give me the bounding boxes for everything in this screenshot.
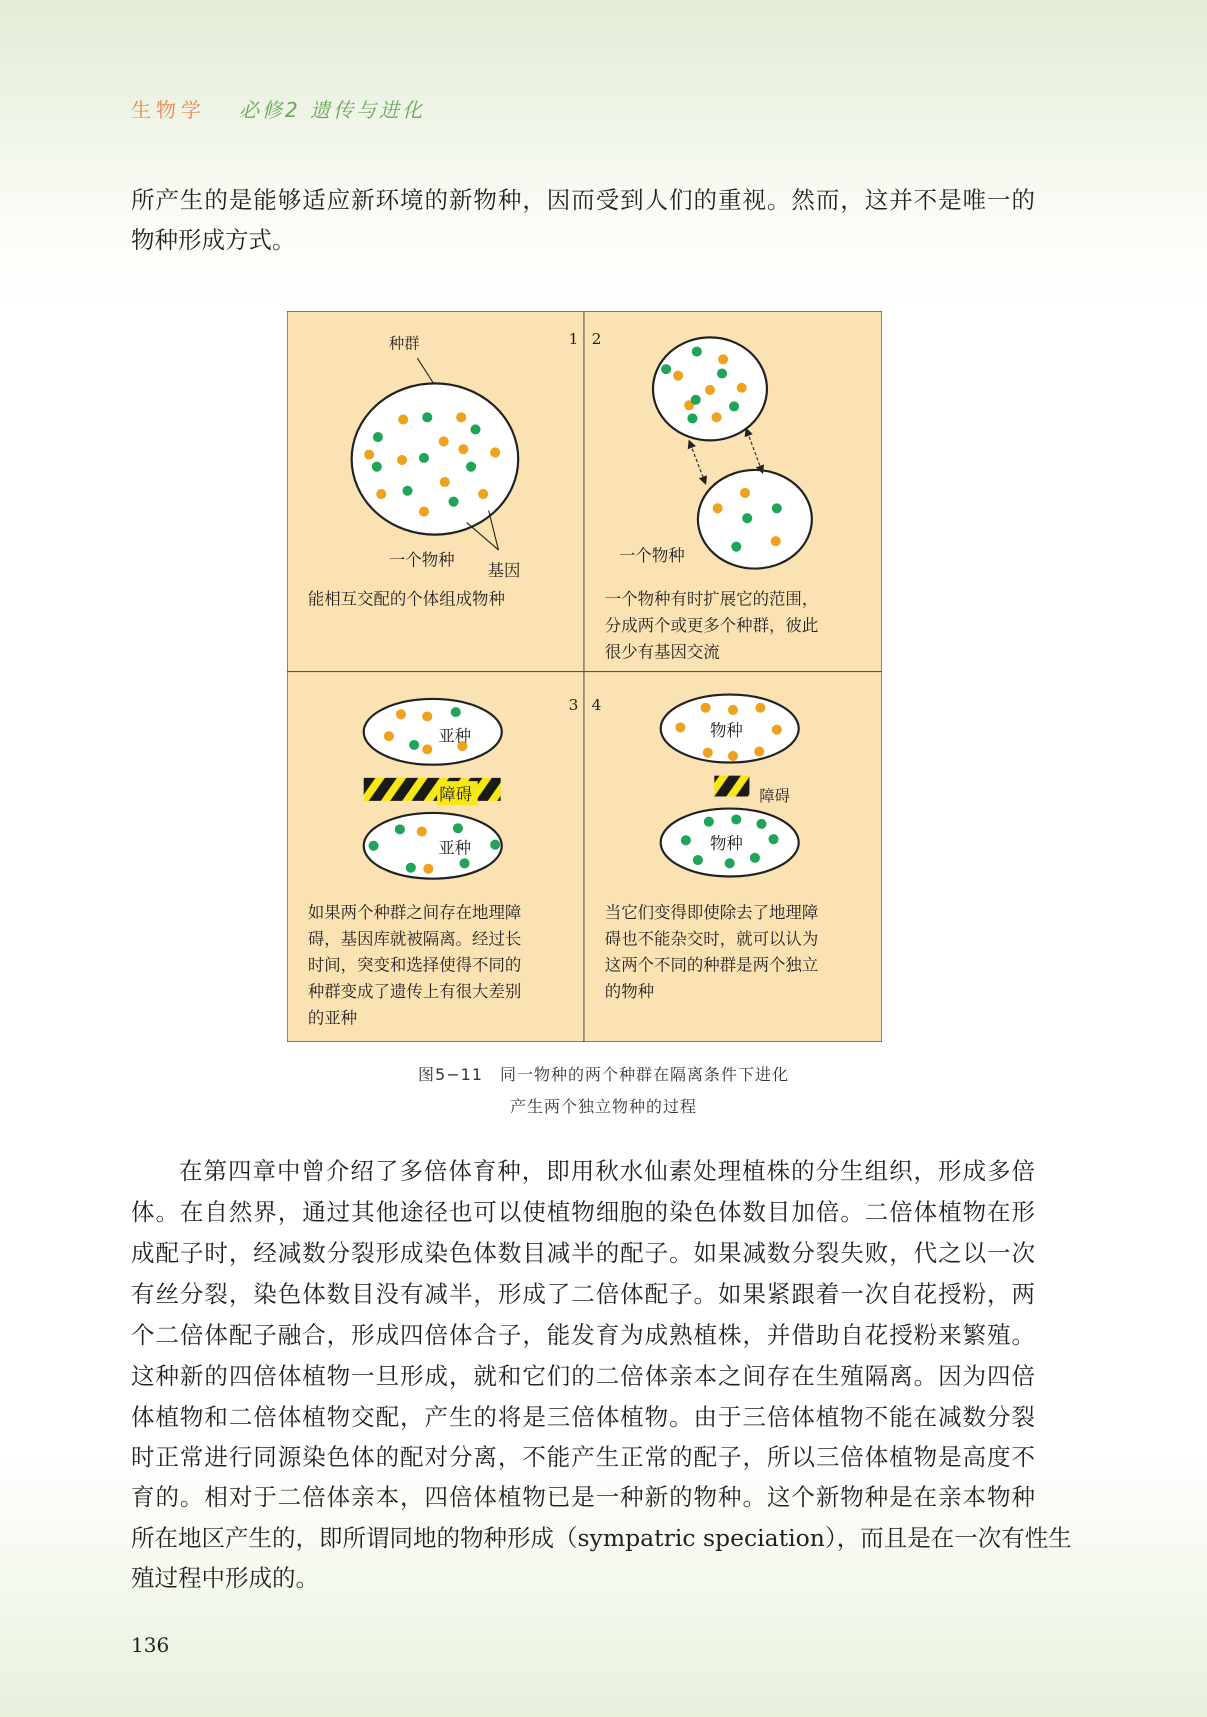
panel-caption: 碍也不能杂交时，就可以认为 (604, 929, 819, 949)
gene-dot-orange (490, 447, 500, 457)
speciation-diagram (287, 311, 882, 1042)
gene-dot-orange (458, 444, 468, 454)
gene-dot-orange (737, 383, 747, 393)
paragraph2-line: 育的。相对于二倍体亲本，四倍体植物已是一种新的物种。这个新物种是在亲本物种 (131, 1483, 1035, 1511)
gene-dot-orange (718, 354, 728, 364)
label-population: 种群 (388, 334, 420, 353)
gene-dot-orange (397, 455, 407, 465)
gene-dot-green (372, 462, 382, 472)
gene-dot-green (742, 513, 752, 523)
gene-dot-green (691, 395, 701, 405)
gene-dot-green (395, 824, 405, 834)
gene-dot-orange (384, 731, 394, 741)
panel-caption: 当它们变得即使除去了地理障 (604, 903, 819, 923)
gene-dot-orange (376, 489, 386, 499)
gene-dot-green (449, 497, 459, 507)
paragraph1-line: 物种形成方式。 (131, 226, 296, 254)
gene-dot-green (406, 863, 416, 873)
gene-dot-orange (396, 709, 406, 719)
gene-dot-green (466, 462, 476, 472)
gene-dot-green (693, 855, 703, 865)
panel-caption: 的亚种 (307, 1008, 358, 1028)
gene-dot-orange (728, 751, 738, 761)
paragraph2-line: 这种新的四倍体植物一旦形成，就和它们的二倍体亲本之间存在生殖隔离。因为四倍 (131, 1362, 1035, 1390)
gene-dot-green (459, 858, 469, 868)
population-circle-bottom (698, 470, 812, 569)
panel-caption: 种群变成了遗传上有很大差别 (307, 982, 522, 1002)
geographic-barrier (364, 778, 501, 801)
panel-number: 1 (568, 329, 579, 348)
gene-dot-orange (440, 477, 450, 487)
paragraph2-line: 体植物和二倍体植物交配，产生的将是三倍体植物。由于三倍体植物不能在减数分裂 (131, 1403, 1035, 1431)
label-one-species: 一个物种 (619, 545, 685, 565)
gene-dot-orange (422, 744, 432, 754)
gene-dot-orange (673, 371, 683, 381)
gene-dot-green (419, 453, 429, 463)
gene-dot-green (373, 432, 383, 442)
panel-caption: 能相互交配的个体组成物种 (307, 589, 505, 609)
paragraph2-line: 个二倍体配子融合，形成四倍体合子，能发育为成熟植株，并借助自花授粉来繁殖。 (131, 1321, 1035, 1349)
gene-dot-green (369, 841, 379, 851)
panel-caption: 的物种 (604, 982, 655, 1002)
gene-dot-green (717, 368, 727, 378)
gene-dot-orange (772, 725, 782, 735)
panel-caption: 时间，突变和选择使得不同的 (307, 955, 522, 975)
gene-dot-green (725, 858, 735, 868)
gene-dot-green (731, 814, 741, 824)
label-subspecies: 亚种 (438, 726, 472, 746)
gene-dot-orange (456, 412, 466, 422)
geographic-barrier (714, 776, 749, 797)
gene-dot-green (704, 817, 714, 827)
panel-number: 4 (591, 695, 602, 714)
paragraph2-line: 有丝分裂，染色体数目没有减半，形成了二倍体配子。如果紧跟着一次自花授粉，两 (131, 1280, 1035, 1308)
gene-dot-green (768, 834, 778, 844)
gene-dot-orange (728, 705, 738, 715)
gene-dot-orange (419, 507, 429, 517)
header-subject: 生物学 (131, 98, 206, 122)
panel-caption: 碍，基因库就被隔离。经过长 (307, 929, 522, 949)
header-book-title: 必修2 遗传与进化 (239, 98, 426, 122)
label-species: 物种 (709, 834, 743, 854)
label-gene: 基因 (487, 561, 521, 581)
gene-dot-green (756, 819, 766, 829)
figure-caption-line1: 图5−11 同一物种的两个种群在隔离条件下进化 (418, 1065, 789, 1084)
paragraph1-line: 所产生的是能够适应新环境的新物种，因而受到人们的重视。然而，这并不是唯一的 (131, 186, 1035, 214)
paragraph2-line: 所在地区产生的，即所谓同地的物种形成（sympatric speciation），而且是在一次有性生 (131, 1524, 1072, 1552)
panel-number: 2 (591, 329, 602, 348)
paragraph2-line: 时正常进行同源染色体的配对分离，不能产生正常的配子，所以三倍体植物是高度不 (131, 1443, 1035, 1471)
label-barrier: 障碍 (439, 784, 473, 804)
subspecies-ellipse-top (364, 699, 502, 765)
gene-dot-green (409, 740, 419, 750)
paragraph2-line: 体。在自然界，通过其他途径也可以使植物细胞的染色体数目加倍。二倍体植物在形 (131, 1198, 1035, 1226)
gene-dot-orange (423, 864, 433, 874)
gene-dot-orange (754, 747, 764, 757)
gene-dot-orange (703, 748, 713, 758)
gene-dot-green (729, 401, 739, 411)
label-barrier: 障碍 (759, 786, 790, 805)
gene-dot-green (681, 835, 691, 845)
gene-dot-orange (705, 385, 715, 395)
gene-dot-green (470, 424, 480, 434)
paragraph2-line: 在第四章中曾介绍了多倍体育种，即用秋水仙素处理植株的分生组织，形成多倍 (179, 1157, 1035, 1185)
label-one-species: 一个物种 (388, 550, 455, 570)
gene-dot-orange (711, 412, 721, 422)
panel-caption: 很少有基因交流 (604, 642, 720, 662)
label-subspecies: 亚种 (438, 838, 472, 858)
population-circle (352, 383, 519, 534)
gene-dot-orange (439, 436, 449, 446)
gene-dot-orange (771, 536, 781, 546)
paragraph2-line: 殖过程中形成的。 (131, 1564, 319, 1592)
gene-dot-orange (675, 722, 685, 732)
gene-dot-green (422, 412, 432, 422)
paragraph2-line: 成配子时，经减数分裂形成染色体数目减半的配子。如果减数分裂失败，代之以一次 (131, 1239, 1035, 1267)
gene-dot-orange (478, 489, 488, 499)
gene-dot-orange (755, 703, 765, 713)
panel-caption: 如果两个种群之间存在地理障 (307, 903, 522, 923)
gene-dot-green (661, 364, 671, 374)
gene-dot-green (692, 347, 702, 357)
figure-caption-line2: 产生两个独立物种的过程 (509, 1097, 697, 1116)
gene-dot-green (687, 413, 697, 423)
page-number: 136 (131, 1633, 170, 1657)
label-species: 物种 (709, 721, 743, 741)
gene-dot-orange (422, 711, 432, 721)
gene-dot-green (772, 503, 782, 513)
panel-caption: 分成两个或更多个种群，彼此 (604, 616, 819, 636)
gene-dot-orange (398, 415, 408, 425)
gene-dot-orange (417, 827, 427, 837)
figure-5-11 (287, 311, 882, 1042)
gene-dot-green (750, 853, 760, 863)
gene-dot-green (490, 840, 500, 850)
gene-dot-orange (701, 703, 711, 713)
gene-dot-green (402, 486, 412, 496)
panel-number: 3 (568, 695, 579, 714)
gene-dot-orange (364, 450, 374, 460)
panel-caption: 这两个不同的种群是两个独立 (604, 955, 819, 975)
gene-dot-green (731, 542, 741, 552)
gene-dot-orange (740, 488, 750, 498)
panel-caption: 一个物种有时扩展它的范围， (604, 589, 819, 609)
gene-dot-orange (713, 503, 723, 513)
gene-dot-green (453, 823, 463, 833)
gene-dot-green (451, 707, 461, 717)
